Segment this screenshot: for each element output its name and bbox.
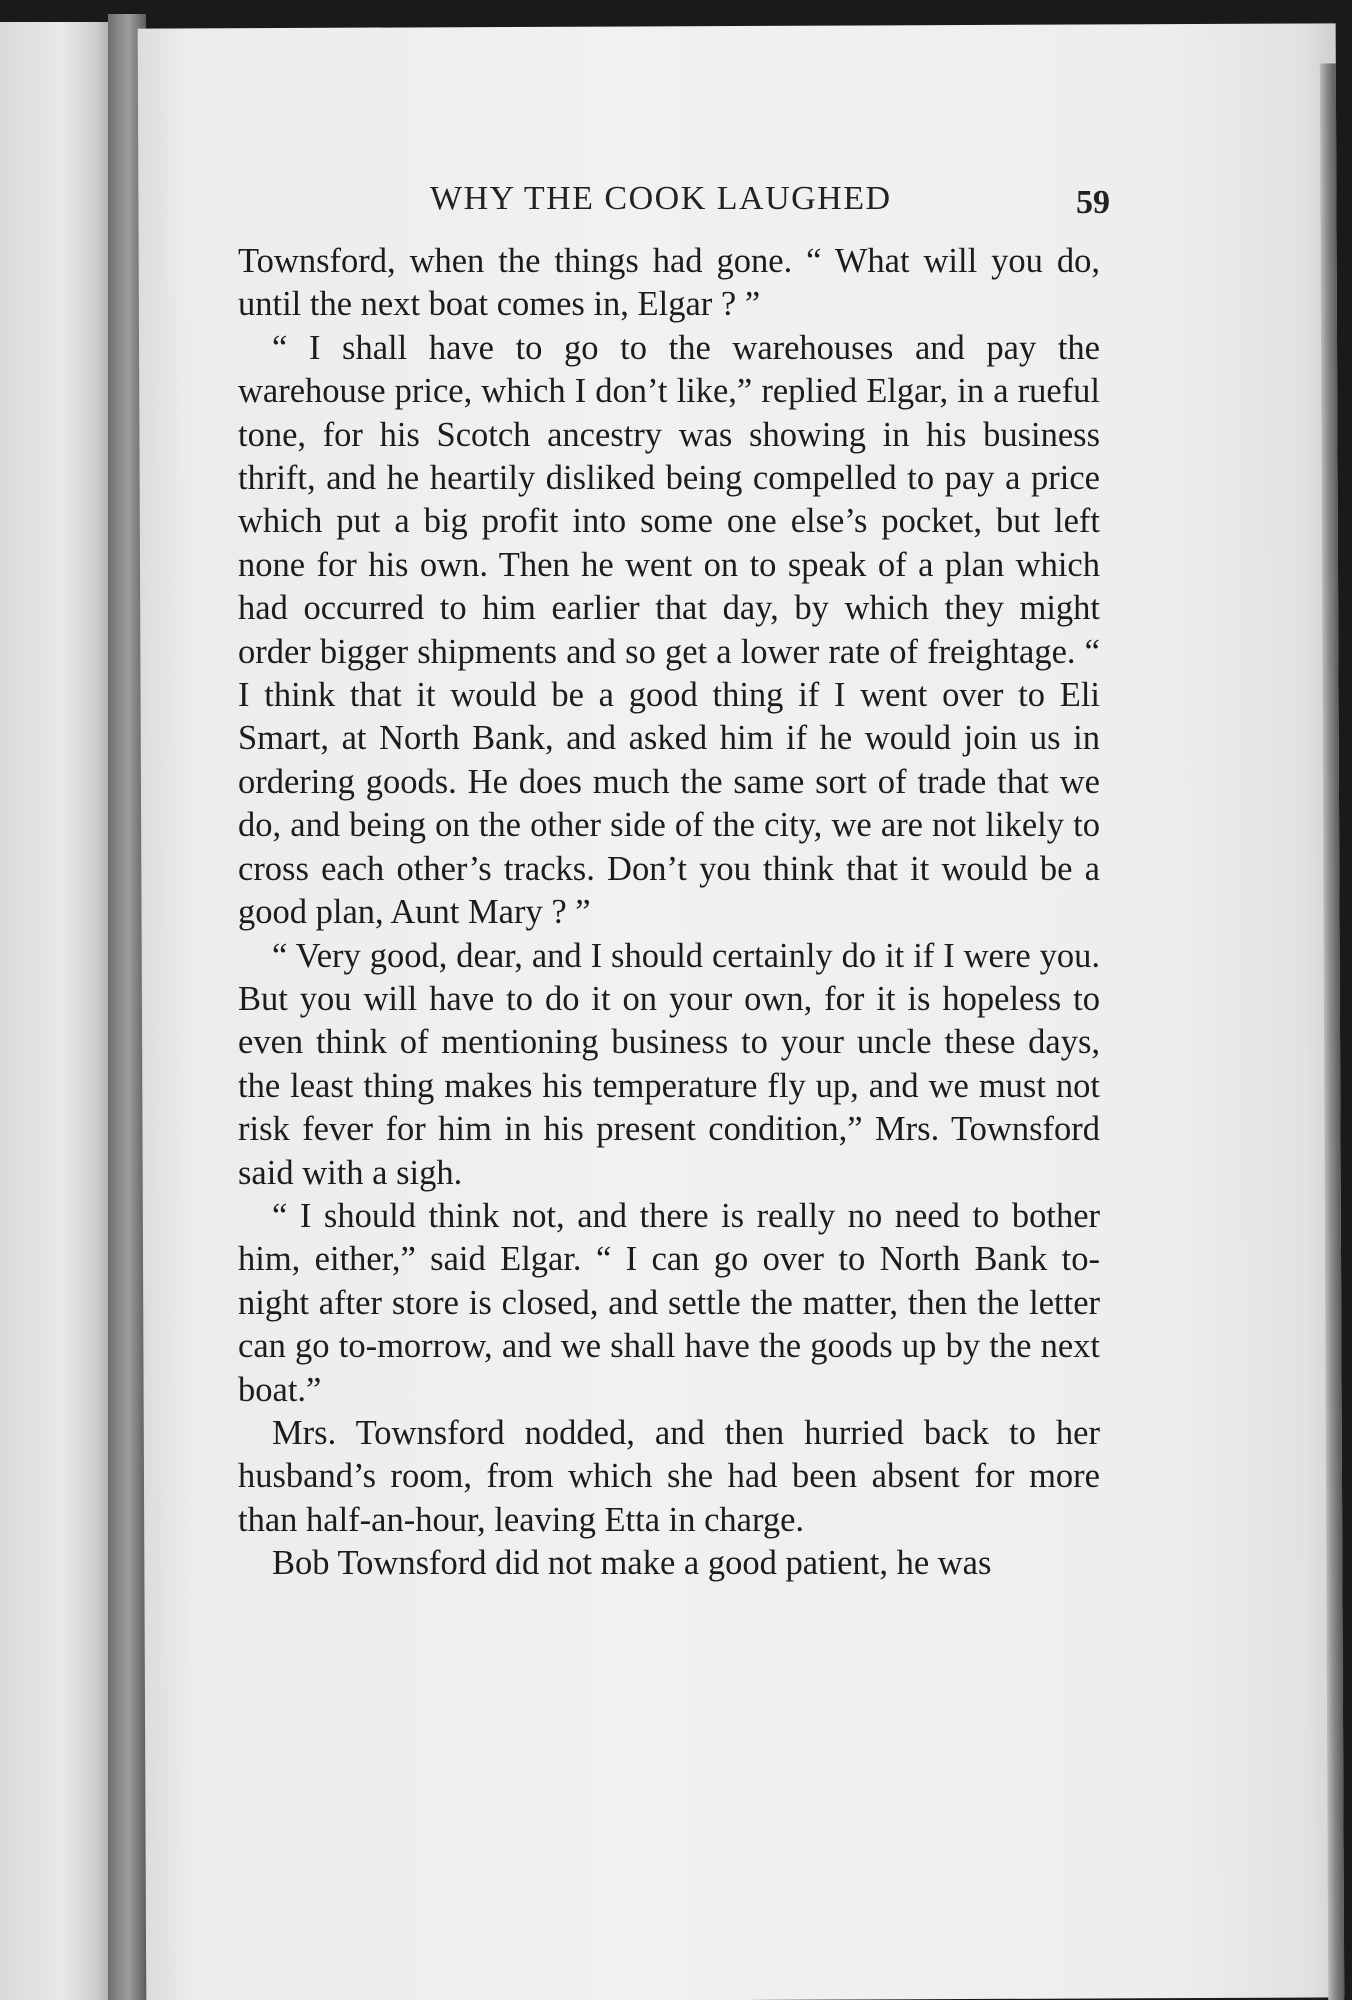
page-fore-edge: [1320, 63, 1345, 2000]
paragraph: “ Very good, dear, and I should certainly do it if I were you. But you will have to do it on your own, for it is hopeless to even think of mentioning business to your uncle these days, the least thing makes his temperature fly up, and we must not risk fever for him in his present condition,” Mrs. Townsford said with a sigh.: [238, 936, 1100, 1192]
running-header: [290, 180, 1110, 240]
paragraph: “ I should think not, and there is really no need to bother him, either,” said Elgar. “ I can go over to North Bank to-night after store is closed, and settle the matter, then the letter can go to-morrow, and we shall have the goods up by the next boat.”: [238, 1196, 1100, 1409]
body-text: [238, 240, 1100, 1586]
paragraph: Townsford, when the things had gone. “ What will you do, until the next boat comes in, Elgar ? ”: [238, 242, 1100, 324]
facing-page-edge: [0, 22, 112, 2000]
paragraph: Mrs. Townsford nodded, and then hurried back to her husband’s room, from which she had been absent for more than half-an-hour, leaving Etta in charge.: [238, 1413, 1100, 1539]
running-title: WHY THE COOK LAUGHED: [430, 180, 892, 217]
paragraph: Bob Townsford did not make a good patient, he was: [272, 1544, 992, 1583]
paragraph: “ I shall have to go to the warehouses and pay the warehouse price, which I don’t like,” replied Elgar, in a rueful tone, for his Scotch ancestry was showing in his business thrift, and he heartily disliked being compelled to pay a price which put a big profit into some one else’s pocket, but left none for his own. Then he went on to speak of a plan which had occurred to him earlier that day, by which they might order bigger shipments and so get a lower rate of freightage. “ I think that it would be a good thing if I went over to Eli Smart, at North Bank, and asked him if he would join us in ordering goods. He does much the same sort of trade that we do, and being on the other side of the city, we are not likely to cross each other’s tracks. Don’t you think that it would be a good plan, Aunt Mary ? ”: [238, 328, 1100, 932]
page-number: 59: [1076, 184, 1110, 221]
